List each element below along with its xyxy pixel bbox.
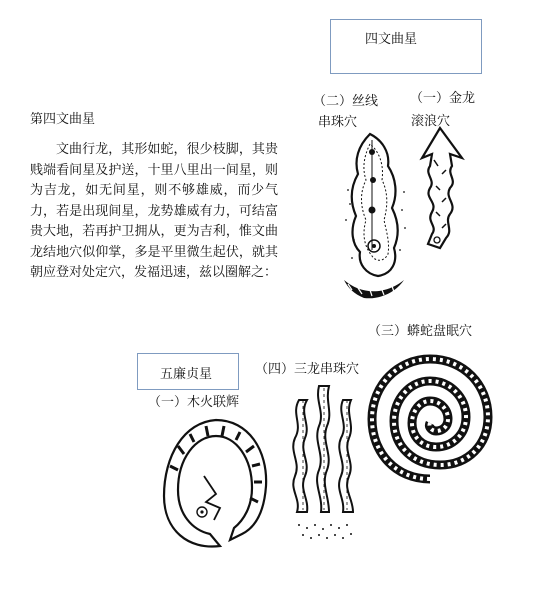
figure-three-dragons: [285, 380, 365, 555]
figure-silk-thread-pearls: [340, 130, 410, 310]
caption-silk-thread-2: 串珠穴: [318, 115, 358, 130]
title-box-lianzhen: [137, 353, 239, 390]
section-heading: 第四文曲星: [30, 112, 96, 127]
caption-golden-dragon: （一）金龙: [410, 91, 476, 106]
body-paragraph-text: 文曲行龙，其形如蛇，很少枝脚，其贵贱端看间星及护送，十里八里出一间星，则为吉龙，如无间星，则不够雄威，而少气力，若是出现间星，龙势雄威有力，可结富贵大地，若再护卫拥从，更为吉利，惟文曲龙结地穴似仰掌，多是平里微生起伏，就其朝应登对处定穴，发福迅速，兹以圈解之：: [30, 142, 278, 280]
caption-silk-thread: （二）丝线: [313, 94, 379, 109]
title-box-wenqu: [330, 19, 482, 74]
figure-python-coil: [368, 353, 493, 483]
figure-wood-fire: [160, 410, 270, 555]
caption-python-coil: （三）蟒蛇盘眠穴: [368, 324, 473, 339]
title-box-wenqu-label: 四文曲星: [365, 32, 418, 47]
body-paragraph: [30, 140, 278, 284]
caption-three-dragons: （四）三龙串珠穴: [255, 362, 360, 377]
caption-wood-fire: （一）木火联辉: [148, 395, 240, 410]
figure-golden-dragon-waves: [418, 126, 468, 251]
caption-golden-dragon-2: 滚浪穴: [411, 114, 451, 129]
title-box-lianzhen-label: 五廉贞星: [160, 367, 213, 382]
